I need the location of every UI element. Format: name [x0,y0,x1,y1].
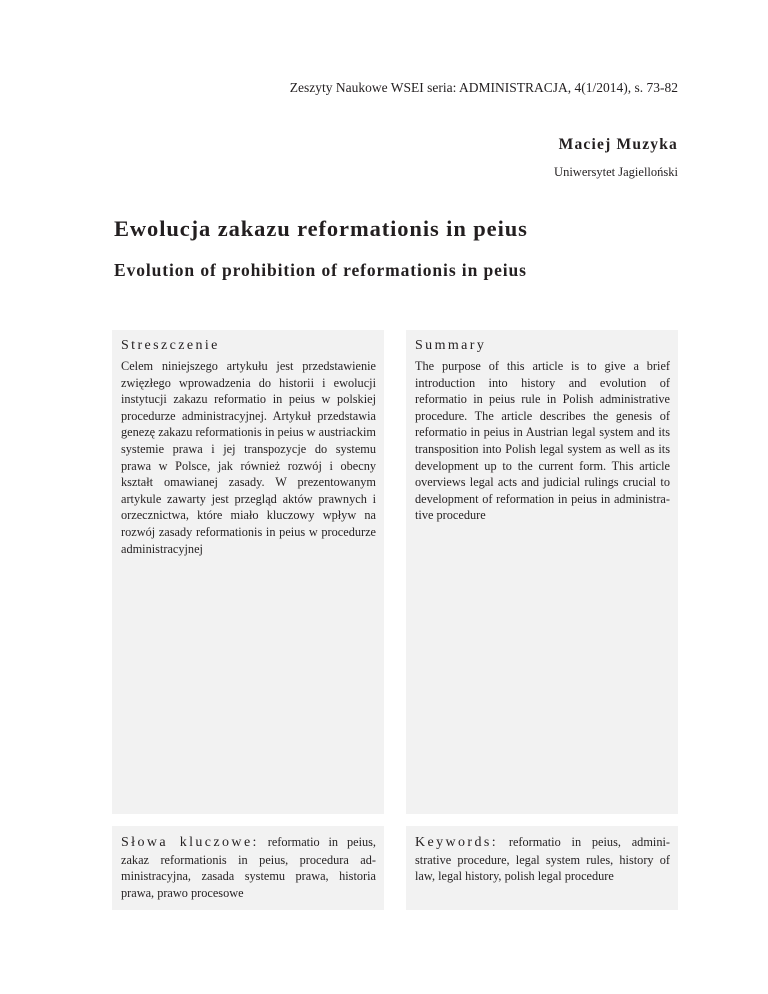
author-name: Maciej Muzyka [558,136,678,153]
abstract-polish-heading: Streszczenie [121,338,220,353]
abstract-polish-box [112,330,384,814]
abstract-english-box [406,330,678,814]
abstract-polish-text: Celem niniejszego artykułu jest przedstawienie zwięzłego wprowadzenia do historii i ewolucji instytucji zakazu reformatio in peius w polskiej procedurze administracyjnej. Artykuł przedstawia genezę zakazu reformationis in peius w austriackim systemie prawa i jej transpozycje do systemu prawa w Polsce, jak również rozwój i obecny kształt omawianej zasady. W prezentowanym artykule zawarty jest przegląd aktów prawnych i orzecznictwa, które miało kluczowy wpływ na rozwój zasady reformationis in peius w procedurze administracyjnej [121,359,376,556]
abstract-english-text: The purpose of this article is to give a brief introduction into history and evolution of reformatio in peius rule in Polish administrative procedure. The article describes the genesis of reformatio in peius in Austrian legal system and its transposition into Polish legal system as well as its development up to the current form. This article overviews legal acts and judicial rulings crucial to development of reformation in peius in administrative procedure [415,359,670,523]
abstract-english-heading: Summary [415,338,487,353]
keywords-polish-box [112,826,384,910]
author-affiliation: Uniwersytet Jagielloński [554,165,678,179]
keywords-english-heading: Keywords: [415,835,499,850]
article-title-polish: Ewolucja zakazu reformationis in peius [114,216,528,241]
keywords-polish-heading: Słowa kluczowe: [121,835,259,850]
keywords-english [415,834,670,885]
keywords-english-text: reformatio in peius, administrative procedure, legal system rules, history of law, legal history, polish legal procedure [415,835,670,884]
keywords-polish [121,834,376,901]
article-title-english: Evolution of prohibition of reformationis in peius [114,260,527,280]
journal-header: Zeszyty Naukowe WSEI seria: ADMINISTRACJA, 4(1/2014), s. 73-82 [289,80,678,95]
keywords-polish-text: reformatio in peius, zakaz reformationis in peius, procedura administracyjna, zasada systemu prawa, historia prawa, prawo procesowe [121,835,376,900]
keywords-english-box [406,826,678,910]
